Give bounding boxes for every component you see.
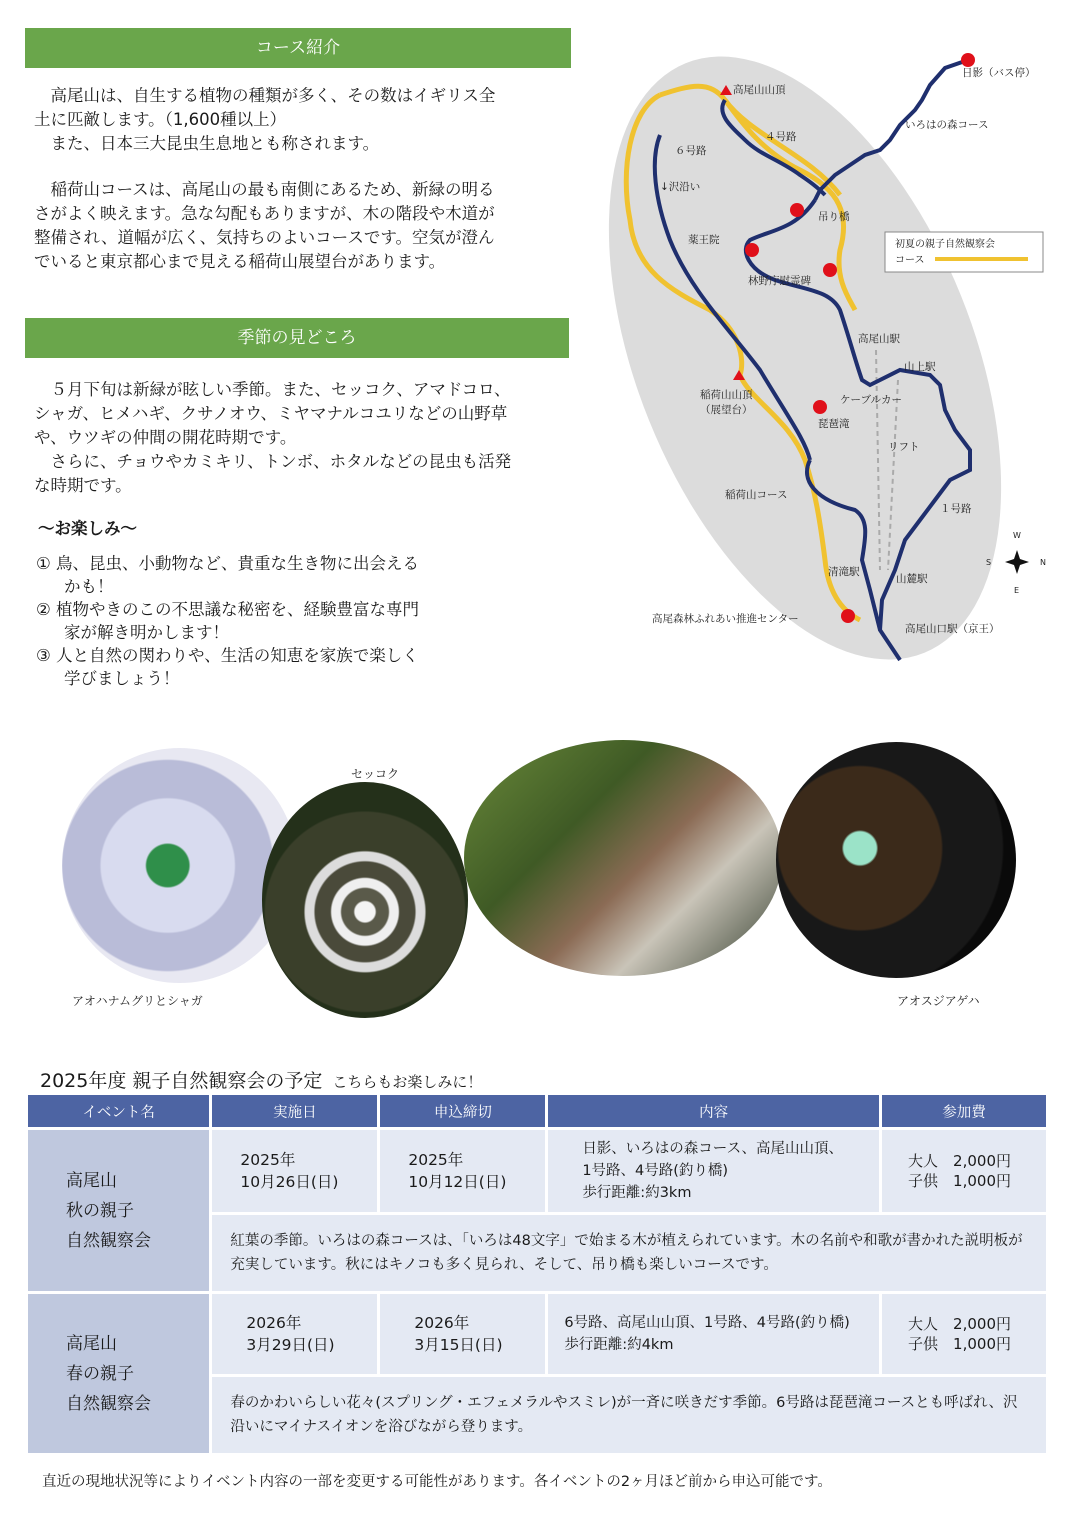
- map-label-takaosanguchi: 高尾山口駅（京王）: [905, 623, 1000, 635]
- map-label-takaosan-st: 高尾山駅: [858, 333, 900, 345]
- map-label-center: 高尾森林ふれあい推進センター: [652, 613, 799, 625]
- center-marker: [841, 609, 855, 623]
- col-deadline: 申込締切: [380, 1095, 545, 1127]
- map-label-lift: リフト: [888, 441, 920, 453]
- hikage-marker: [961, 53, 975, 67]
- map-label-yakuoin: 薬王院: [688, 234, 720, 246]
- schedule-title-text: 2025年度 親子自然観察会の予定: [40, 1070, 323, 1092]
- fun-heading: ～お楽しみ～: [38, 519, 137, 538]
- course-intro-para2: 稲荷山コースは、高尾山の最も南側にあるため、新緑の明る さがよく映えます。急な勾配もありますが、木の階段や木道が 整備され、道幅が広く、気持ちのよいコースです。空気が澄ん でいると東京都心まで見える稲荷山展望台があります。: [34, 180, 495, 271]
- season-para1: ５月下旬は新緑が眩しい季節。また、セッコク、アマドコロ、 シャガ、ヒメハギ、クサノオウ、ミヤマナルコユリなどの山野草 や、ウツギの仲間の開花時期です。 さらに、チョウやカミキリ、トンボ、ホタルなどの昆虫も活発 な時期です。: [34, 380, 512, 495]
- event-description: 春のかわいらしい花々(スプリング・エフェメラルやスミレ)が一斉に咲きだす季節。6号路は琵琶滝コースとも呼ばれ、沢沿いにマイナスイオンを浴びながら登ります。: [212, 1377, 1046, 1453]
- table-row: [28, 1130, 1046, 1212]
- svg-text:W: W: [1013, 531, 1021, 540]
- legend-title: 初夏の親子自然観察会: [895, 239, 995, 250]
- event-name: 高尾山 秋の親子 自然観察会: [28, 1130, 209, 1291]
- event-fee: 大人 2,000円 子供 1,000円: [882, 1130, 1046, 1212]
- map-label-iroha: いろはの森コース: [905, 119, 989, 131]
- fun-item: ③ 人と自然の関わりや、生活の知恵を家族で楽しく 学びましょう！: [36, 646, 419, 688]
- event-date: 2025年 10月26日(日): [212, 1130, 377, 1212]
- svg-text:N: N: [1040, 558, 1046, 567]
- course-intro-para1: 高尾山は、自生する植物の種類が多く、その数はイギリス全 土に匹敵します。（1,600種以上） また、日本三大昆虫生息地とも称されます。: [34, 86, 496, 153]
- svg-text:S: S: [986, 558, 992, 567]
- legend-box: [885, 232, 1043, 272]
- svg-text:E: E: [1014, 586, 1020, 595]
- col-date: 実施日: [212, 1095, 377, 1127]
- yakuoin-marker: [745, 243, 759, 257]
- event-content: 6号路、高尾山山頂、1号路、4号路(釣り橋) 歩行距離:約4km: [548, 1294, 879, 1374]
- photo-sekkoku: [262, 782, 468, 1018]
- fun-item: ② 植物やきのこの不思議な秘密を、経験豊富な専門 家が解き明かします！: [36, 600, 420, 642]
- event-deadline: 2025年 10月12日(日): [380, 1130, 545, 1212]
- fun-list: [36, 552, 496, 690]
- map-label-tsuribashi: 吊り橋: [818, 211, 850, 223]
- map-label-kiyotaki: 清滝駅: [828, 566, 860, 578]
- tsuribashi-marker: [790, 203, 804, 217]
- course-intro-heading: コース紹介: [25, 28, 571, 68]
- col-content: 内容: [548, 1095, 879, 1127]
- footer-note: 直近の現地状況等によりイベント内容の一部を変更する可能性があります。各イベントの2ヶ月ほど前から申込可能です。: [42, 1474, 832, 1490]
- map-label-cablecar: ケーブルカー: [840, 394, 903, 406]
- biwa-marker: [813, 400, 827, 414]
- map-label-sanjo-st: 山上駅: [904, 361, 936, 373]
- map-label-route4: ４号路: [765, 131, 797, 143]
- map-label-sanroku: 山麓駅: [896, 573, 928, 585]
- caption-beetle: アオハナムグリとシャガ: [72, 994, 203, 1008]
- map-label-inari-course: 稲荷山コース: [725, 489, 788, 501]
- map-label-hikage: 日影（バス停）: [962, 67, 1036, 79]
- event-fee: 大人 2,000円 子供 1,000円: [882, 1294, 1046, 1374]
- map-label-inari-summit: 稲荷山山頂: [700, 389, 753, 401]
- event-name: 高尾山 春の親子 自然観察会: [28, 1294, 209, 1453]
- schedule-subtitle: こちらもお楽しみに！: [332, 1073, 483, 1091]
- photo-butterfly: [776, 742, 1016, 978]
- season-heading: 季節の見どころ: [25, 318, 569, 358]
- photo-observation: [464, 740, 782, 976]
- schedule-title: [40, 1066, 482, 1093]
- trail-map: [600, 40, 1060, 680]
- map-label-route1: １号路: [940, 503, 972, 515]
- caption-butterfly: アオスジアゲハ: [897, 994, 980, 1008]
- table-header-row: [28, 1095, 1046, 1127]
- rinyacho-marker: [823, 263, 837, 277]
- map-label-summit: 高尾山山頂: [733, 84, 786, 96]
- event-date: 2026年 3月29日(日): [212, 1294, 377, 1374]
- map-label-sawazoi: ↓沢沿い: [660, 181, 701, 193]
- col-fee: 参加費: [882, 1095, 1046, 1127]
- photo-beetle: [62, 748, 297, 983]
- fun-item: ① 鳥、昆虫、小動物など、貴重な生き物に出会える かも！: [36, 554, 420, 596]
- table-row: [28, 1294, 1046, 1374]
- map-label-route6: ６号路: [675, 145, 707, 157]
- event-content: 日影、いろはの森コース、高尾山山頂、 1号路、4号路(釣り橋) 歩行距離:約3km: [548, 1130, 879, 1212]
- map-label-inari-summit-sub: （展望台）: [700, 404, 753, 416]
- event-description: 紅葉の季節。いろはの森コースは、「いろは48文字」で始まる木が植えられています。木の名前や和歌が書かれた説明板が充実しています。秋にはキノコも多く見られ、そして、吊り橋も楽しいコースです。: [212, 1215, 1046, 1291]
- schedule-table: [25, 1092, 1049, 1456]
- map-label-rinyacho: 林野庁慰霊碑: [748, 275, 811, 287]
- event-deadline: 2026年 3月15日(日): [380, 1294, 545, 1374]
- map-label-biwa: 琵琶滝: [818, 418, 850, 430]
- legend-course: コース: [895, 255, 925, 266]
- caption-sekkoku: セッコク: [351, 767, 400, 781]
- col-event-name: イベント名: [28, 1095, 209, 1127]
